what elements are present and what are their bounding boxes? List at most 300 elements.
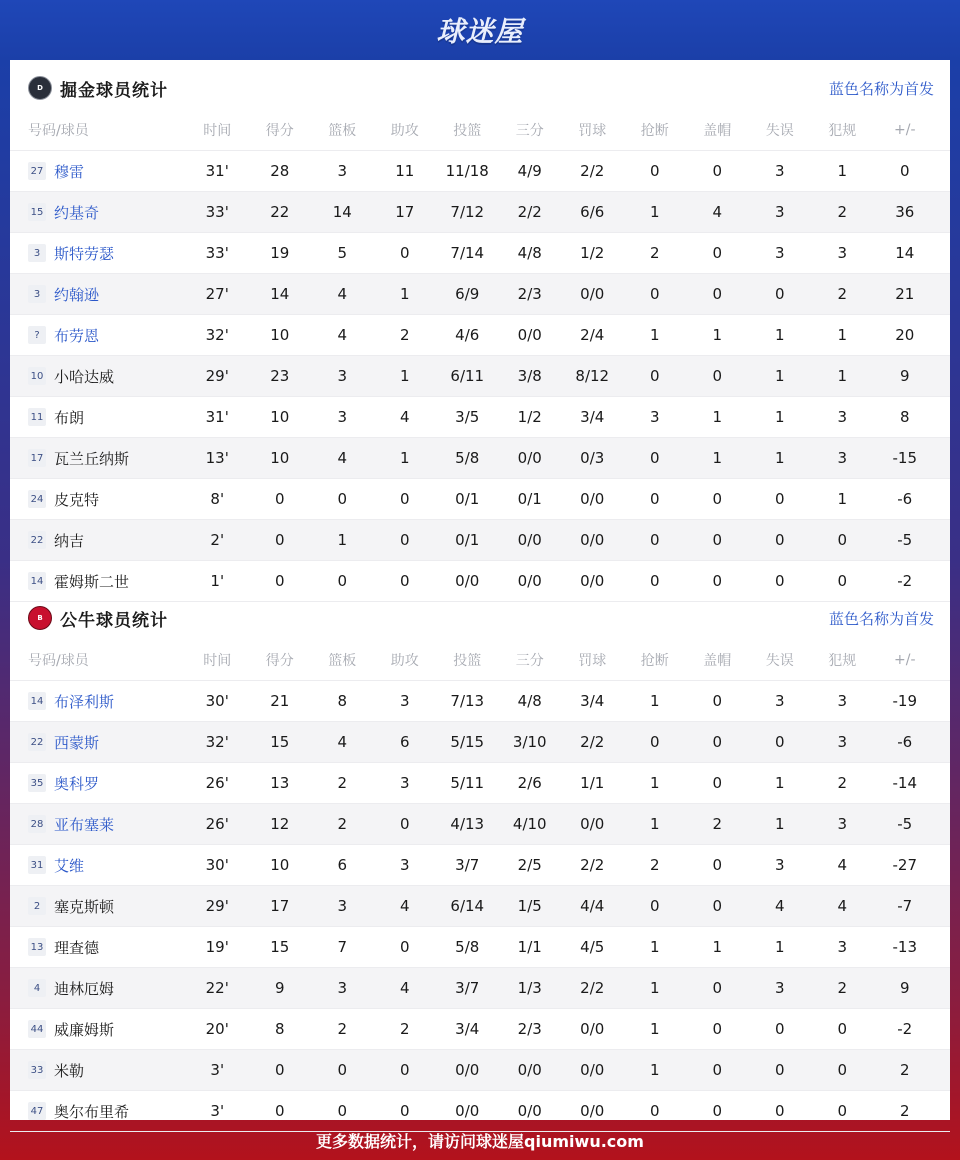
stat-cell: 3 [774,244,785,262]
stat-cell: 0 [649,1102,660,1120]
player-cell [10,814,186,835]
table-row[interactable] [10,763,950,804]
stat-cell: 0 [399,815,410,833]
player-cell [10,732,186,753]
column-header: 号码/球员 [28,653,89,669]
stat-cell: 0/0 [517,449,542,467]
stat-cell: 31' [205,162,229,180]
stat-cell: 0/0 [580,285,605,303]
stat-cell: 2 [399,326,410,344]
stat-cell: 0 [712,979,723,997]
table-row[interactable] [10,681,950,722]
stat-cell: 4/8 [517,244,542,262]
starter-legend-note: 蓝色名称为首发 [828,609,934,628]
column-header: 三分 [515,123,544,139]
stat-cell: 1 [712,938,723,956]
jersey-number-badge: 27 [28,162,46,180]
table-header-row [10,640,950,681]
player-name[interactable]: 奥尔布里希 [54,1102,130,1121]
stats-panel [10,60,950,1120]
stat-cell: 0/0 [517,326,542,344]
stat-cell: 4/6 [455,326,480,344]
stat-cell: 0 [649,162,660,180]
stat-cell: 21 [270,692,290,710]
stat-cell: 3/4 [580,408,605,426]
stat-cell: 0 [649,285,660,303]
player-name-starter[interactable]: 斯特劳瑟 [54,244,115,263]
stat-cell: 0/1 [517,490,542,508]
stat-cell: 21 [895,285,915,303]
stat-cell: -13 [892,938,917,956]
stat-cell: -15 [892,449,917,467]
stat-cell: 1 [649,1020,660,1038]
stat-cell: 0 [649,490,660,508]
player-name[interactable]: 理查德 [54,938,100,957]
stat-cell: 27' [205,285,229,303]
stat-cell: 30' [205,856,229,874]
stat-cell: 3 [774,692,785,710]
stat-cell: 1 [774,408,785,426]
stat-cell: 2/3 [517,285,542,303]
stat-cell: 17 [270,897,290,915]
stat-cell: -7 [897,897,913,915]
stat-cell: 17 [395,203,415,221]
stat-cell: 2/2 [580,733,605,751]
stat-cell: 0 [274,531,285,549]
column-header: +/- [894,652,916,668]
player-cell [10,855,186,876]
stat-cell: 6/11 [450,367,485,385]
stat-cell: 1 [649,1061,660,1079]
stat-cell: 1/3 [517,979,542,997]
table-row[interactable] [10,438,950,479]
stat-cell: 4/13 [450,815,485,833]
player-cell [10,325,186,346]
stat-cell: 0/0 [580,815,605,833]
stat-cell: 1 [399,449,410,467]
stat-cell: 14 [270,285,290,303]
player-name[interactable]: 霍姆斯二世 [54,572,130,591]
jersey-number-badge: 28 [28,815,46,833]
jersey-number-badge: 35 [28,774,46,792]
stat-cell: 3 [774,162,785,180]
stat-cell: 1/2 [517,408,542,426]
player-cell [10,284,186,305]
stat-cell: 9 [899,367,910,385]
footer-banner[interactable] [0,1120,960,1160]
stat-cell: 0 [274,1061,285,1079]
stat-cell: -6 [897,490,913,508]
stat-cell: 0 [649,449,660,467]
stat-cell: 0 [712,733,723,751]
stat-cell: 9 [899,979,910,997]
column-header: 时间 [203,123,232,139]
column-header: 篮板 [328,123,357,139]
stat-cell: 14 [895,244,915,262]
stat-cell: 5/8 [455,938,480,956]
jersey-number-badge: 13 [28,938,46,956]
stat-cell: 2 [337,815,348,833]
stat-cell: 0 [837,531,848,549]
player-name-starter[interactable]: 约翰逊 [54,285,100,304]
stat-cell: 3/4 [580,692,605,710]
stat-cell: 2' [210,531,225,549]
player-stats-table [10,640,950,1132]
stat-cell: 0 [774,1102,785,1120]
team-header [10,60,950,116]
stat-cell: 2 [649,856,660,874]
player-name-starter[interactable]: 艾维 [54,856,85,875]
column-header: 助攻 [390,653,419,669]
column-header: 盖帽 [703,653,732,669]
player-name[interactable]: 皮克特 [54,490,100,509]
player-cell [10,978,186,999]
stat-cell: 12 [270,815,290,833]
stat-cell: 4 [399,408,410,426]
stat-cell: 0 [837,1061,848,1079]
stat-cell: 3 [337,408,348,426]
stat-cell: 5/11 [450,774,485,792]
team-title: 掘金球员统计 [60,80,168,101]
stat-cell: -6 [897,733,913,751]
stat-cell: 0/0 [517,1102,542,1120]
jersey-number-badge: 17 [28,449,46,467]
stat-cell: 14 [332,203,352,221]
column-header: 得分 [265,653,294,669]
column-header: 投篮 [453,653,482,669]
player-cell [10,691,186,712]
stat-cell: 0 [774,531,785,549]
stat-cell: 0/0 [517,531,542,549]
column-header: 罚球 [578,123,607,139]
stat-cell: 2/5 [517,856,542,874]
table-row[interactable] [10,927,950,968]
stat-cell: 5/15 [450,733,485,751]
jersey-number-badge: 31 [28,856,46,874]
stat-cell: 0 [399,244,410,262]
stat-cell: 6 [337,856,348,874]
stat-cell: 15 [270,733,290,751]
stat-cell: 0/0 [580,1061,605,1079]
table-row[interactable] [10,315,950,356]
player-cell [10,161,186,182]
stat-cell: 0 [649,733,660,751]
stat-cell: 0 [399,1061,410,1079]
stat-cell: 1 [399,367,410,385]
stat-cell: 0 [399,531,410,549]
stat-cell: 0 [712,572,723,590]
stat-cell: 4 [837,856,848,874]
jersey-number-badge: 47 [28,1102,46,1120]
column-header: 三分 [515,653,544,669]
stat-cell: 0 [837,1102,848,1120]
stat-cell: 1 [837,490,848,508]
stat-cell: 10 [270,856,290,874]
stat-cell: 1 [774,449,785,467]
jersey-number-badge: 14 [28,692,46,710]
stat-cell: 19' [205,938,229,956]
stat-cell: 2/2 [580,856,605,874]
stat-cell: 3' [210,1102,225,1120]
stat-cell: 0/0 [580,531,605,549]
stat-cell: 0 [274,490,285,508]
stat-cell: 0 [712,531,723,549]
stat-cell: 0/0 [517,572,542,590]
player-cell [10,937,186,958]
jersey-number-badge: 44 [28,1020,46,1038]
stat-cell: 0 [274,572,285,590]
stat-cell: 1 [712,408,723,426]
team-header [10,590,950,646]
stat-cell: 2 [899,1061,910,1079]
table-row[interactable] [10,356,950,397]
stat-cell: 2 [837,774,848,792]
player-cell [10,448,186,469]
stat-cell: 0 [399,572,410,590]
column-header: 助攻 [390,123,419,139]
stat-cell: 0/0 [517,1061,542,1079]
player-name[interactable]: 迪林厄姆 [54,979,115,998]
stat-cell: 0 [774,285,785,303]
stat-cell: 0/0 [580,490,605,508]
stat-cell: 4 [337,285,348,303]
stat-cell: 10 [270,408,290,426]
stat-cell: 2/6 [517,774,542,792]
stat-cell: 8 [899,408,910,426]
table-row[interactable] [10,151,950,192]
stat-cell: 11 [395,162,415,180]
stat-cell: 0 [712,244,723,262]
stat-cell: 3/7 [455,979,480,997]
stat-cell: 1 [774,326,785,344]
stat-cell: 7/12 [450,203,485,221]
player-name-starter[interactable]: 穆雷 [54,162,85,181]
stat-cell: 1 [649,326,660,344]
player-name[interactable]: 布朗 [54,408,85,427]
stat-cell: 0 [649,572,660,590]
column-header: 得分 [265,123,294,139]
stat-cell: 3 [399,692,410,710]
stat-cell: 2 [337,774,348,792]
stat-cell: 5 [337,244,348,262]
stat-cell: 3 [837,449,848,467]
stat-cell: 7 [337,938,348,956]
stat-cell: 2/2 [580,162,605,180]
player-cell [10,366,186,387]
player-name-starter[interactable]: 布劳恩 [54,326,100,345]
starter-legend-note: 蓝色名称为首发 [828,79,934,98]
stat-cell: 3/10 [512,733,547,751]
stat-cell: 4/10 [512,815,547,833]
stat-cell: 31' [205,408,229,426]
stat-cell: 0 [399,938,410,956]
column-header: 篮板 [328,653,357,669]
column-header: 犯规 [828,653,857,669]
stat-cell: -2 [897,1020,913,1038]
stat-cell: 3 [774,979,785,997]
stat-cell: 3 [837,815,848,833]
player-cell [10,530,186,551]
stat-cell: 2 [837,979,848,997]
stat-cell: 1 [712,449,723,467]
player-name-starter[interactable]: 亚布塞莱 [54,815,115,834]
stat-cell: 1 [712,326,723,344]
team-title: 公牛球员统计 [60,610,168,631]
stat-cell: 4 [399,979,410,997]
table-row[interactable] [10,520,950,561]
stat-cell: 1 [649,774,660,792]
stat-cell: 0 [337,1102,348,1120]
table-row[interactable] [10,886,950,927]
stat-cell: 3 [837,244,848,262]
stat-cell: 0 [712,1020,723,1038]
stat-cell: 1 [649,692,660,710]
table-row[interactable] [10,845,950,886]
stat-cell: 5/8 [455,449,480,467]
stat-cell: 0 [774,1020,785,1038]
stat-cell: 2/3 [517,1020,542,1038]
stat-cell: 1 [774,367,785,385]
stat-cell: 1 [649,938,660,956]
stat-cell: 4 [837,897,848,915]
stat-cell: 3 [337,367,348,385]
column-header: 罚球 [578,653,607,669]
table-row[interactable] [10,479,950,520]
stat-cell: 3/4 [455,1020,480,1038]
stat-cell: 4/5 [580,938,605,956]
stat-cell: 0 [712,490,723,508]
stat-cell: 10 [270,449,290,467]
column-header: 投篮 [453,123,482,139]
jersey-number-badge: 24 [28,490,46,508]
jersey-number-badge: 22 [28,531,46,549]
stat-cell: 15 [270,938,290,956]
player-cell [10,407,186,428]
stat-cell: 1 [649,815,660,833]
stat-cell: 4 [399,897,410,915]
stat-cell: 6/9 [455,285,480,303]
stat-cell: 11/18 [445,162,489,180]
stat-cell: 30' [205,692,229,710]
stat-cell: 0 [774,733,785,751]
stat-cell: 2 [712,815,723,833]
stat-cell: 0/0 [580,1102,605,1120]
stat-cell: -19 [892,692,917,710]
stat-cell: 0 [712,856,723,874]
table-header-row [10,110,950,151]
stat-cell: 0 [399,1102,410,1120]
table-row[interactable] [10,722,950,763]
column-header: 犯规 [828,123,857,139]
stat-cell: 0 [712,774,723,792]
stat-cell: 0 [712,1102,723,1120]
stat-cell: 0 [712,897,723,915]
stat-cell: 4/4 [580,897,605,915]
stat-cell: 29' [205,897,229,915]
stat-cell: 1 [837,162,848,180]
stat-cell: 0 [649,897,660,915]
stat-cell: 26' [205,774,229,792]
bulls-logo-icon: B [28,606,52,630]
jersey-number-badge: 11 [28,408,46,426]
stat-cell: 0 [712,367,723,385]
stat-cell: 3 [337,162,348,180]
stat-cell: 0/3 [580,449,605,467]
stat-cell: 0/0 [455,572,480,590]
stat-cell: 0 [899,162,910,180]
stat-cell: 1/5 [517,897,542,915]
stat-cell: 10 [270,326,290,344]
player-name-starter[interactable]: 奥科罗 [54,774,100,793]
player-name-starter[interactable]: 约基奇 [54,203,100,222]
player-cell [10,489,186,510]
column-header: 抢断 [640,653,669,669]
table-row[interactable] [10,397,950,438]
table-row[interactable] [10,1009,950,1050]
player-name[interactable]: 塞克斯顿 [54,897,115,916]
player-name[interactable]: 瓦兰丘纳斯 [54,449,130,468]
stat-cell: 0 [712,1061,723,1079]
player-name[interactable]: 小哈达威 [54,367,115,386]
stat-cell: 0 [337,572,348,590]
jersey-number-badge: 14 [28,572,46,590]
stat-cell: 0 [649,531,660,549]
column-header: 失误 [765,123,794,139]
stat-cell: 4 [774,897,785,915]
jersey-number-badge: 4 [28,979,46,997]
stat-cell: 3 [399,856,410,874]
stat-cell: 1 [774,815,785,833]
table-row[interactable] [10,804,950,845]
table-row[interactable] [10,274,950,315]
stat-cell: 2 [649,244,660,262]
column-header: 号码/球员 [28,123,89,139]
jersey-number-badge: 22 [28,733,46,751]
stat-cell: 7/14 [450,244,485,262]
table-row[interactable] [10,1050,950,1091]
table-row[interactable] [10,968,950,1009]
stat-cell: 0 [774,1061,785,1079]
stat-cell: 32' [205,326,229,344]
stat-cell: 2/2 [517,203,542,221]
player-name-starter[interactable]: 西蒙斯 [54,733,100,752]
column-header: 失误 [765,653,794,669]
stat-cell: 2/2 [580,979,605,997]
stat-cell: 1 [649,979,660,997]
stat-cell: 0/1 [455,490,480,508]
brand-header [0,0,960,60]
table-row[interactable] [10,192,950,233]
jersey-number-badge: 10 [28,367,46,385]
stat-cell: 4 [712,203,723,221]
player-name-starter[interactable]: 布泽利斯 [54,692,115,711]
stat-cell: 3/7 [455,856,480,874]
player-stats-table [10,110,950,602]
stat-cell: 3' [210,1061,225,1079]
table-row[interactable] [10,233,950,274]
stat-cell: 26' [205,815,229,833]
stat-cell: 6/14 [450,897,485,915]
footer-link-text[interactable]: 更多数据统计，请访问球迷屋qiumiwu.com [316,1131,644,1151]
player-name[interactable]: 威廉姆斯 [54,1020,115,1039]
stat-cell: 3/8 [517,367,542,385]
column-header: +/- [894,122,916,138]
player-name[interactable]: 纳吉 [54,531,85,550]
player-name[interactable]: 米勒 [54,1061,85,1080]
stat-cell: 2 [837,285,848,303]
stat-cell: 0 [649,367,660,385]
stat-cell: -5 [897,531,913,549]
